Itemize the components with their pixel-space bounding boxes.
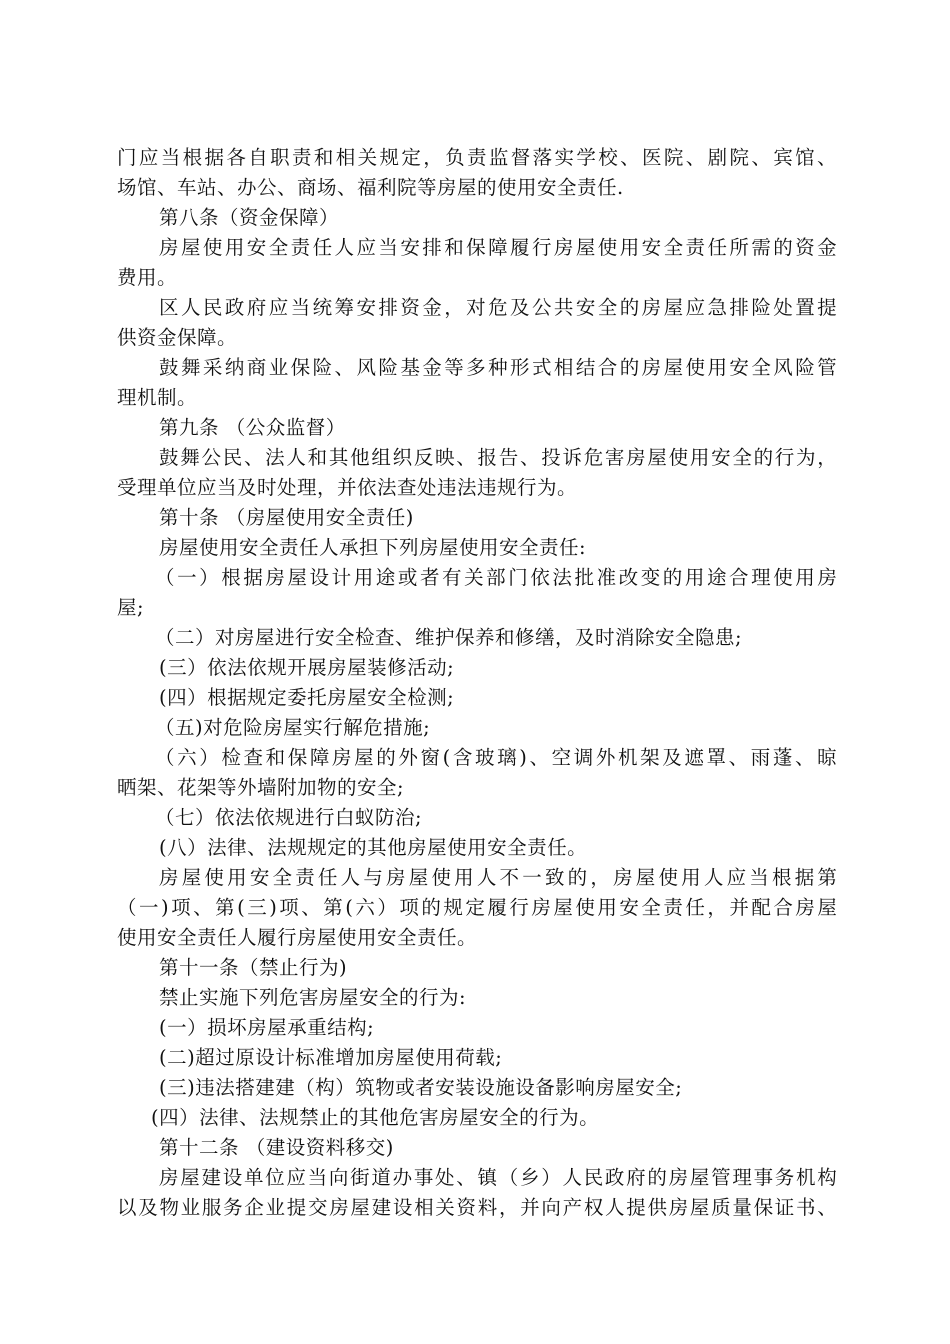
text-line: (四）法律、法规禁止的其他危害房屋安全的行为。 (151, 1106, 600, 1129)
document-body (117, 143, 837, 1223)
text-line: （二）对房屋进行安全检查、维护保养和修缮，及时消除安全隐患; (155, 626, 743, 649)
text-line: 第十条 （房屋使用安全责任) (159, 506, 414, 529)
text-line: 第十二条 （建设资料移交) (159, 1136, 394, 1159)
text-line: 第九条 （公众监督） (159, 416, 346, 439)
text-line: 场馆、车站、办公、商场、福利院等房屋的使用安全责任. (117, 176, 624, 199)
text-line: 区 人 民 政 府 应 当 统 筹 安 排 资 金 ， 对 危 及 公 共 安 全 的 房 屋 应 急 排 险 处 置 提 (159, 296, 837, 319)
text-line: （ 一 ） 根 据 房 屋 设 计 用 途 或 者 有 关 部 门 依 法 批 准 改 变 的 用 途 合 理 使 用 房 (155, 566, 837, 589)
text-line: 供资金保障。 (117, 326, 238, 349)
text-line: （七）依法依规进行白蚁防治; (155, 806, 423, 829)
text-line: 禁止实施下列危害房屋安全的行为: (159, 986, 467, 1009)
text-line: 受理单位应当及时处理，并依法查处违法违规行为。 (117, 476, 578, 499)
text-line: 房 屋 使 用 安 全 责 任 人 应 当 安 排 和 保 障 履 行 房 屋 使 用 安 全 责 任 所 需 的 资 金 (159, 236, 837, 259)
text-line: (四）根据规定委托房屋安全检测; (159, 686, 455, 709)
text-line: 鼓 舞 公 民 、 法 人 和 其 他 组 织 反 映 、 报 告 、 投 诉 危 害 房 屋 使 用 安 全 的 行 为 ， (159, 446, 837, 469)
text-line: 第八条（资金保障） (159, 206, 340, 229)
text-line: （ 六 ） 检 查 和 保 障 房 屋 的 外 窗 ( 含 玻 璃 ) 、 空 调 外 机 架 及 遮 罩 、 雨 蓬 、 晾 (155, 746, 837, 769)
text-line: 房屋使用安全责任人承担下列房屋使用安全责任: (159, 536, 587, 559)
text-line: 理机制。 (117, 386, 198, 409)
text-line: 鼓 舞 采 纳 商 业 保 险 、 风 险 基 金 等 多 种 形 式 相 结 合 的 房 屋 使 用 安 全 风 险 管 (159, 356, 837, 379)
text-line: (二)超过原设计标准增加房屋使用荷载; (159, 1046, 503, 1069)
text-line: 费用。 (117, 266, 178, 289)
text-line: (三）依法依规开展房屋装修活动; (159, 656, 455, 679)
text-line: 晒架、花架等外墙附加物的安全; (117, 776, 405, 799)
text-line: (一）损坏房屋承重结构; (159, 1016, 375, 1039)
text-line: 以 及 物 业 服 务 企 业 提 交 房 屋 建 设 相 关 资 料 ， 并 向 产 权 人 提 供 房 屋 质 量 保 证 书 、 (117, 1196, 837, 1219)
text-line: 屋; (117, 596, 145, 619)
text-line: (三)违法搭建建（构）筑物或者安装设施设备影响房屋安全; (159, 1076, 683, 1099)
text-line: 使用安全责任人履行房屋使用安全责任。 (117, 926, 478, 949)
text-line: （ 一 ) 项 、 第 ( 三 ) 项 、 第 ( 六 ） 项 的 规 定 履 行 房 屋 使 用 安 全 责 任 ， 并 配 合 房 屋 (117, 896, 837, 919)
text-line: （五)对危险房屋实行解危措施; (155, 716, 431, 739)
text-line: 第十一条（禁止行为) (159, 956, 348, 979)
text-line: 房 屋 使 用 安 全 责 任 人 与 房 屋 使 用 人 不 一 致 的 ， 房 屋 使 用 人 应 当 根 据 第 (159, 866, 837, 889)
text-line: 门 应 当 根 据 各 自 职 责 和 相 关 规 定 ， 负 责 监 督 落 实 学 校 、 医 院 、 剧 院 、 宾 馆 、 (117, 146, 837, 169)
text-line: (八）法律、法规规定的其他房屋使用安全责任。 (159, 836, 588, 859)
text-line: 房 屋 建 设 单 位 应 当 向 街 道 办 事 处 、 镇 （ 乡 ） 人 民 政 府 的 房 屋 管 理 事 务 机 构 (159, 1166, 837, 1189)
